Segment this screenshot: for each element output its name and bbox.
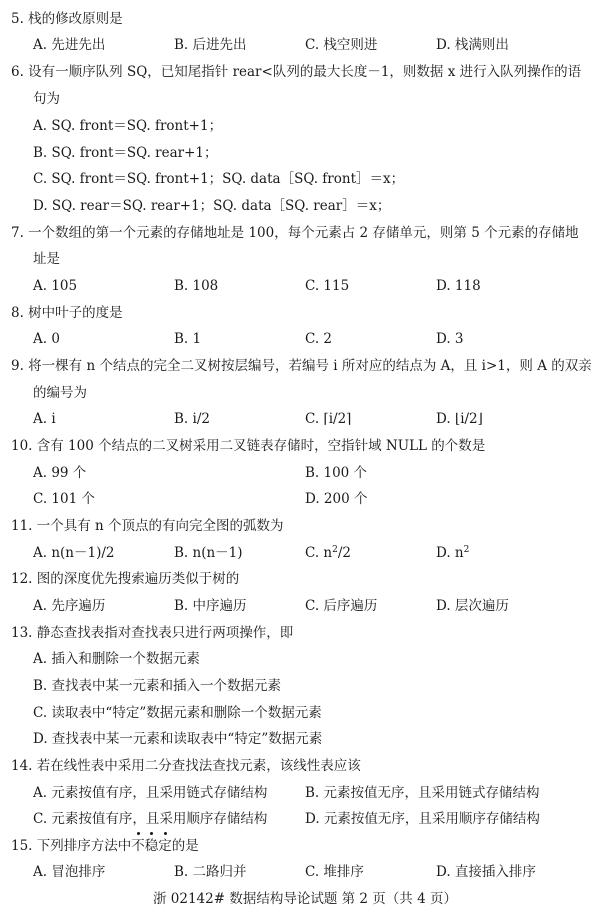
q11-options bbox=[0, 542, 610, 564]
q5-option-c: C. 栈空则进 bbox=[305, 37, 378, 53]
q8-stem: 8. 树中叶子的度是 bbox=[11, 305, 123, 321]
q12-stem: 12. 图的深度优先搜索遍历类似于树的 bbox=[11, 571, 240, 587]
q7-options bbox=[0, 275, 610, 297]
q10-option-a: A. 99 个 bbox=[33, 465, 87, 481]
q12-option-a: A. 先序遍历 bbox=[33, 598, 106, 614]
q15-emphasis-char-1: 不 bbox=[131, 835, 145, 857]
q14-option-a: A. 元素按值有序，且采用链式存储结构 bbox=[33, 785, 268, 801]
q12-option-b: B. 中序遍历 bbox=[174, 598, 247, 614]
q15-option-c: C. 堆排序 bbox=[305, 864, 364, 880]
q7-stem-line2: 址是 bbox=[33, 251, 60, 267]
q14-option-c: C. 元素按值有序，且采用顺序存储结构 bbox=[33, 811, 268, 827]
q10-stem: 10. 含有 100 个结点的二叉树采用二叉链表存储时，空指针域 NULL 的个数是 bbox=[11, 438, 486, 454]
q13-option-a: A. 插入和删除一个数据元素 bbox=[33, 651, 200, 667]
q11-option-c bbox=[305, 542, 351, 564]
q13-stem: 13. 静态查找表指对查找表只进行两项操作，即 bbox=[11, 625, 294, 641]
q11-option-c-base: C. n bbox=[305, 545, 333, 561]
q12-option-d: D. 层次遍历 bbox=[436, 598, 509, 614]
q15-emphasis-char-2: 稳 bbox=[145, 835, 159, 857]
q6-stem-line2: 句为 bbox=[33, 91, 60, 107]
q7-option-d: D. 118 bbox=[436, 278, 481, 294]
q6-option-c: C. SQ. front＝SQ. front+1；SQ. data［SQ. front］＝x； bbox=[33, 171, 405, 187]
q11-option-d-base: D. n bbox=[436, 545, 464, 561]
q15-stem-suffix: 的是 bbox=[171, 838, 199, 854]
q11-option-d-exponent: 2 bbox=[463, 545, 470, 555]
q7-option-c: C. 115 bbox=[305, 278, 350, 294]
q7-stem-line1: 7. 一个数组的第一个元素的存储地址是 100，每个元素占 2 存储单元，则第 5 个元素的存储地 bbox=[11, 225, 579, 241]
q10-option-c: C. 101 个 bbox=[33, 491, 95, 507]
q10-options-row2 bbox=[0, 488, 610, 510]
q6-stem-line1: 6. 设有一顺序队列 SQ，已知尾指针 rear<队列的最大长度－1，则数据 x 进行入队列操作的语 bbox=[11, 64, 582, 80]
q10-option-d: D. 200 个 bbox=[305, 491, 368, 507]
page-footer: 浙 02142# 数据结构导论试题 第 2 页（共 4 页） bbox=[153, 891, 457, 907]
q11-option-c-exponent: 2 bbox=[332, 545, 338, 555]
q15-option-b: B. 二路归并 bbox=[174, 864, 247, 880]
q10-option-b: B. 100 个 bbox=[305, 465, 368, 481]
q15-options bbox=[0, 861, 610, 883]
q11-option-a: A. n(n－1)/2 bbox=[33, 545, 115, 561]
q11-option-b: B. n(n－1) bbox=[174, 545, 243, 561]
q8-option-b: B. 1 bbox=[174, 331, 202, 347]
q9-options bbox=[0, 408, 610, 430]
q15-option-d: D. 直接插入排序 bbox=[436, 864, 536, 880]
q11-option-c-divisor: /2 bbox=[337, 545, 352, 561]
q6-option-b: B. SQ. front＝SQ. rear+1； bbox=[33, 145, 218, 161]
q14-stem: 14. 若在线性表中采用二分查找法查找元素，该线性表应该 bbox=[11, 758, 361, 774]
q12-options bbox=[0, 595, 610, 617]
q9-option-d: D. ⌊i/2⌋ bbox=[436, 411, 483, 427]
q11-option-d bbox=[436, 542, 469, 564]
q8-option-c: C. 2 bbox=[305, 331, 333, 347]
q7-option-a: A. 105 bbox=[33, 278, 78, 294]
q15-option-a: A. 冒泡排序 bbox=[33, 864, 106, 880]
q15-emphasis-char-3: 定 bbox=[158, 835, 172, 857]
q8-option-a: A. 0 bbox=[33, 331, 60, 347]
q14-option-b: B. 元素按值无序，且采用链式存储结构 bbox=[305, 785, 540, 801]
q14-options-row1 bbox=[0, 782, 610, 804]
q9-option-c: C. ⌈i/2⌉ bbox=[305, 411, 352, 427]
q12-option-c: C. 后序遍历 bbox=[305, 598, 378, 614]
q5-options bbox=[0, 34, 610, 56]
q9-option-b: B. i/2 bbox=[174, 411, 210, 427]
q5-option-b: B. 后进先出 bbox=[174, 37, 247, 53]
q8-option-d: D. 3 bbox=[436, 331, 464, 347]
q9-stem-line1: 9. 将一棵有 n 个结点的完全二叉树按层编号，若编号 i 所对应的结点为 A，且 i>1，则 A 的双亲 bbox=[11, 358, 592, 374]
q15-stem bbox=[11, 835, 610, 857]
q11-stem: 11. 一个具有 n 个顶点的有向完全图的弧数为 bbox=[11, 518, 284, 534]
q6-option-a: A. SQ. front＝SQ. front+1； bbox=[33, 118, 223, 134]
q14-option-d: D. 元素按值无序，且采用顺序存储结构 bbox=[305, 811, 540, 827]
q5-stem: 5. 栈的修改原则是 bbox=[11, 11, 123, 27]
q7-option-b: B. 108 bbox=[174, 278, 219, 294]
q13-option-d: D. 查找表中某一元素和读取表中“特定”数据元素 bbox=[33, 731, 323, 747]
q13-option-b: B. 查找表中某一元素和插入一个数据元素 bbox=[33, 678, 282, 694]
q8-options bbox=[0, 328, 610, 350]
q9-option-a: A. i bbox=[33, 411, 56, 427]
q10-options-row1 bbox=[0, 462, 610, 484]
q6-option-d: D. SQ. rear＝SQ. rear+1；SQ. data［SQ. rear］＝x； bbox=[33, 198, 391, 214]
q5-option-d: D. 栈满则出 bbox=[436, 37, 509, 53]
q15-stem-prefix: 15. 下列排序方法中 bbox=[11, 838, 132, 854]
q13-option-c: C. 读取表中“特定”数据元素和删除一个数据元素 bbox=[33, 705, 322, 721]
q9-stem-line2: 的编号为 bbox=[33, 385, 87, 401]
q5-option-a: A. 先进先出 bbox=[33, 37, 106, 53]
q14-options-row2 bbox=[0, 808, 610, 830]
